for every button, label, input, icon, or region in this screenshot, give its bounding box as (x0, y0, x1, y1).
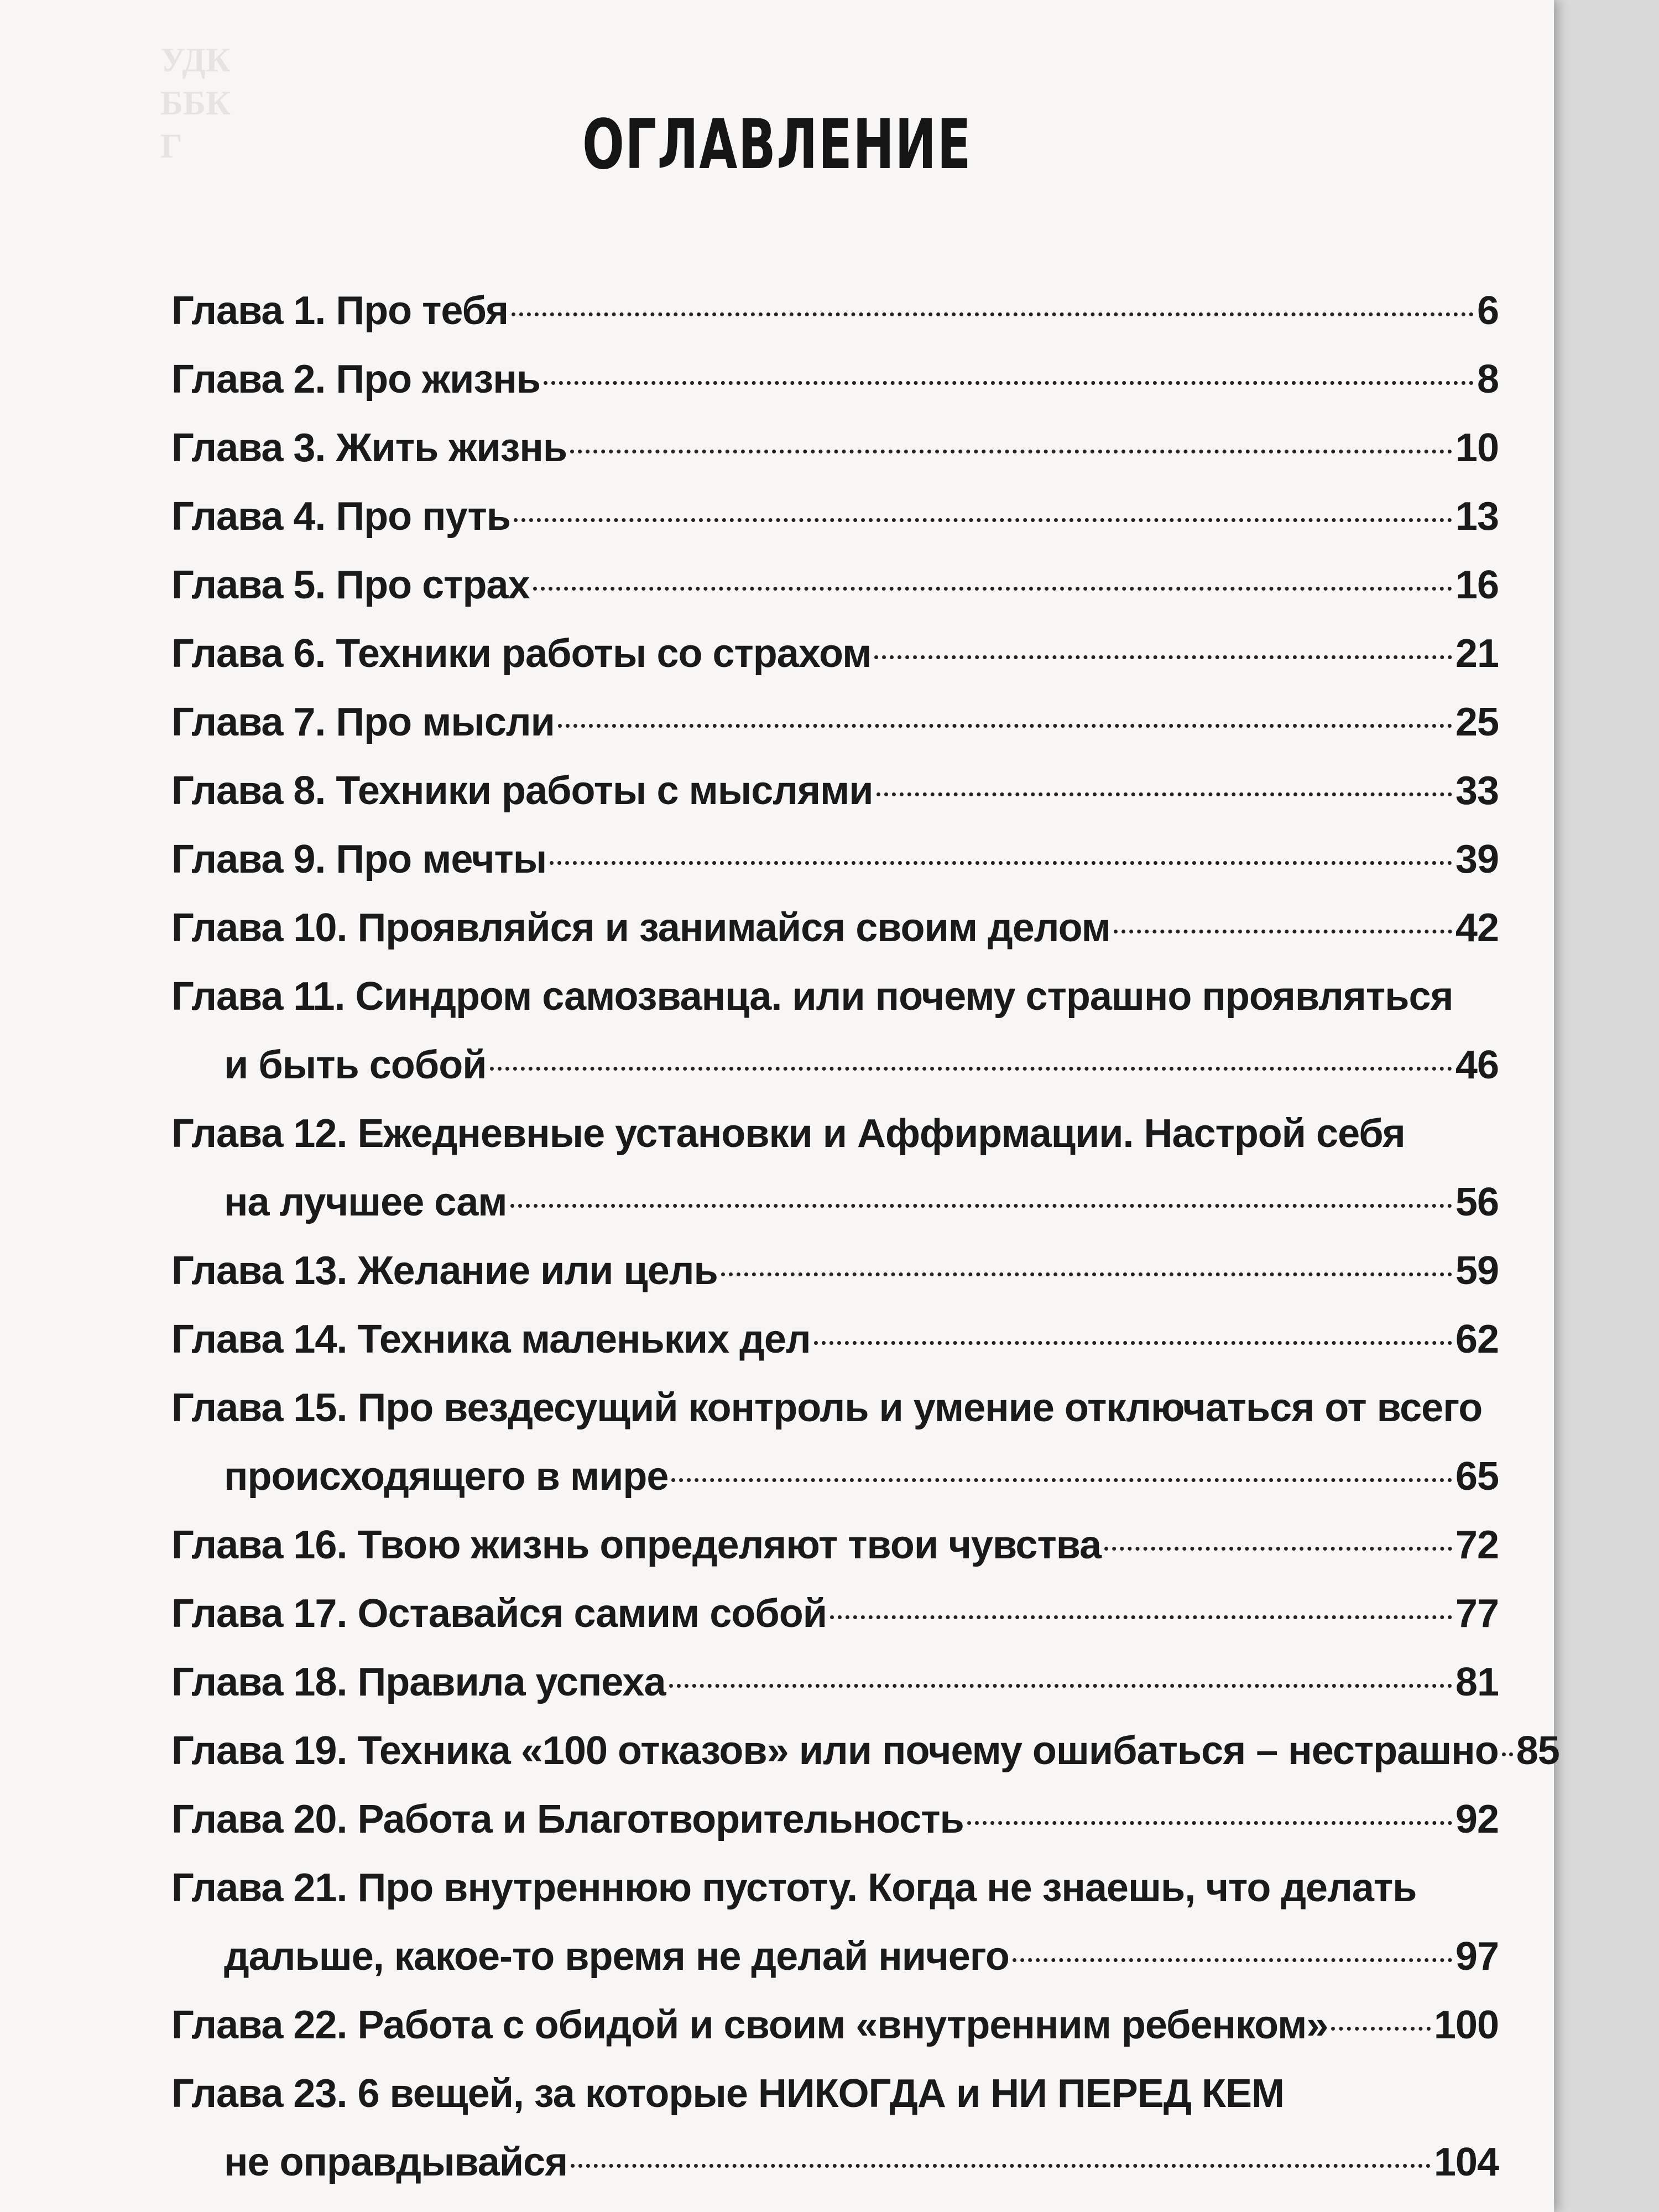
dot-leader (1114, 930, 1452, 933)
toc-page-number: 42 (1455, 906, 1499, 950)
toc-entry (171, 688, 1499, 757)
toc-entry-label: Глава 17. Оставайся самим собой (171, 1592, 827, 1636)
toc-entry (171, 551, 1499, 619)
dot-leader (721, 1272, 1452, 1276)
toc-entry-row (171, 482, 1499, 551)
toc-entry-row (171, 2128, 1499, 2197)
toc-entry-row (171, 414, 1499, 482)
dot-leader (671, 1478, 1452, 1482)
toc-page-number: 39 (1455, 837, 1499, 881)
toc-page-number: 104 (1433, 2140, 1499, 2184)
dot-leader (1502, 1752, 1513, 1756)
toc-entry (171, 962, 1499, 1099)
toc-entry (171, 1237, 1499, 1305)
bleed-through-stamp: УДК ББК Г (160, 41, 231, 165)
toc-entry (171, 1511, 1499, 1579)
toc-entry-label: Глава 19. Техника «100 отказов» или почему ошибаться – нестрашно (171, 1729, 1499, 1773)
toc-entry (171, 1305, 1499, 1374)
dot-leader (558, 724, 1452, 728)
toc-entry-row (171, 276, 1499, 345)
toc-entry-row (171, 1031, 1499, 1099)
toc-entry-label: Глава 6. Техники работы со страхом (171, 632, 872, 676)
dot-leader (814, 1341, 1452, 1345)
toc-entry (171, 894, 1499, 962)
toc-page-number: 72 (1455, 1523, 1499, 1567)
toc-entry-label: Глава 21. Про внутреннюю пустоту. Когда не знаешь, что делать (171, 1866, 1417, 1910)
dot-leader (512, 312, 1474, 316)
toc-page-number: 56 (1455, 1180, 1499, 1224)
toc-entry (171, 619, 1499, 688)
toc-page-number: 100 (1433, 2003, 1499, 2047)
toc-entry-label: Глава 16. Твою жизнь определяют твои чувства (171, 1523, 1102, 1567)
toc-page-number: 77 (1455, 1592, 1499, 1636)
toc-entry-label: Глава 12. Ежедневные установки и Аффирмации. Настрой себя (171, 1112, 1405, 1156)
toc-entry-label: Глава 20. Работа и Благотворительность (171, 1797, 964, 1841)
toc-entry-row (171, 1442, 1499, 1511)
toc-entry-row (171, 345, 1499, 414)
dot-leader (514, 518, 1452, 522)
toc-page-number: 97 (1455, 1934, 1499, 1979)
toc-entry (171, 1854, 1499, 1991)
dot-leader (544, 381, 1474, 385)
toc-entry-row (171, 894, 1499, 962)
toc-page-number: 65 (1455, 1454, 1499, 1499)
toc-page-number: 6 (1477, 289, 1499, 333)
toc-page-number: 13 (1455, 494, 1499, 539)
table-of-contents (171, 276, 1559, 2197)
toc-entry-label: Глава 4. Про путь (171, 494, 511, 539)
dot-leader (669, 1684, 1452, 1688)
toc-entry-label: Глава 13. Желание или цель (171, 1249, 718, 1293)
dot-leader (967, 1821, 1452, 1825)
toc-entry (171, 1648, 1499, 1717)
toc-page-number: 92 (1455, 1797, 1499, 1841)
toc-entry-label: Глава 7. Про мысли (171, 700, 555, 744)
toc-entry (171, 482, 1499, 551)
toc-entry-row (171, 1785, 1499, 1854)
toc-entry-row (171, 1511, 1499, 1579)
toc-page-number: 59 (1455, 1249, 1499, 1293)
toc-entry-label: Глава 11. Синдром самозванца. или почему страшно проявляться (171, 974, 1453, 1019)
toc-entry-row (171, 1991, 1499, 2059)
dot-leader (550, 861, 1452, 865)
toc-entry (171, 1785, 1499, 1854)
toc-entry-label: Глава 18. Правила успеха (171, 1660, 666, 1704)
toc-entry-row (171, 1579, 1499, 1648)
dot-leader (570, 450, 1452, 453)
toc-entry-row (171, 551, 1499, 619)
dot-leader (510, 1204, 1452, 1208)
toc-entry-label: Глава 9. Про мечты (171, 837, 547, 881)
toc-entry (171, 825, 1499, 894)
toc-entry-row (171, 1237, 1499, 1305)
toc-entry (171, 1374, 1499, 1511)
dot-leader (877, 792, 1452, 796)
toc-entry-label: Глава 5. Про страх (171, 563, 530, 607)
toc-entry-label-continuation: на лучшее сам (224, 1180, 507, 1224)
toc-entry (171, 757, 1499, 825)
toc-page-number: 16 (1455, 563, 1499, 607)
dot-leader (874, 655, 1452, 659)
toc-entry (171, 345, 1499, 414)
toc-page-number: 21 (1455, 632, 1499, 676)
toc-entry-row (171, 1305, 1499, 1374)
toc-entry (171, 2059, 1499, 2197)
toc-entry-label: Глава 3. Жить жизнь (171, 426, 567, 470)
toc-entry-row (171, 688, 1499, 757)
toc-page-number: 62 (1455, 1317, 1499, 1361)
dot-leader (1331, 2027, 1430, 2031)
toc-entry-row (171, 1717, 1559, 1785)
toc-page-number: 10 (1455, 426, 1499, 470)
dot-leader (571, 2164, 1431, 2168)
toc-entry (171, 276, 1499, 345)
toc-page-number: 8 (1477, 357, 1499, 401)
toc-entry-row (171, 757, 1499, 825)
toc-page-number: 85 (1516, 1729, 1559, 1773)
dot-leader (490, 1067, 1452, 1071)
toc-page-number: 25 (1455, 700, 1499, 744)
toc-entry-label: Глава 14. Техника маленьких дел (171, 1317, 811, 1361)
toc-entry-row (171, 1648, 1499, 1717)
toc-entry-label-continuation: происходящего в мире (224, 1454, 669, 1499)
toc-entry-label: Глава 15. Про вездесущий контроль и умение отключаться от всего (171, 1386, 1483, 1430)
toc-entry (171, 1099, 1499, 1237)
toc-page-number: 33 (1455, 769, 1499, 813)
page-title: ОГЛАВЛЕНИЕ (582, 105, 972, 185)
toc-entry-label-continuation: и быть собой (224, 1043, 487, 1087)
toc-entry-row (171, 825, 1499, 894)
toc-entry (171, 1991, 1499, 2059)
toc-entry-label: Глава 22. Работа с обидой и своим «внутренним ребенком» (171, 2003, 1328, 2047)
toc-entry (171, 1717, 1559, 1785)
toc-entry-label: Глава 2. Про жизнь (171, 357, 540, 401)
dot-leader (533, 587, 1452, 591)
toc-page-number: 46 (1455, 1043, 1499, 1087)
toc-entry-label-continuation: не оправдывайся (224, 2140, 568, 2184)
toc-page-number: 81 (1455, 1660, 1499, 1704)
dot-leader (1104, 1547, 1452, 1551)
toc-entry (171, 414, 1499, 482)
toc-entry-row (171, 619, 1499, 688)
dot-leader (830, 1615, 1452, 1619)
toc-entry-row (171, 1922, 1499, 1991)
toc-entry-label-continuation: дальше, какое-то время не делай ничего (224, 1934, 1009, 1979)
dot-leader (1013, 1958, 1452, 1962)
toc-entry (171, 1579, 1499, 1648)
toc-entry-row (171, 1168, 1499, 1237)
toc-entry-label: Глава 10. Проявляйся и занимайся своим делом (171, 906, 1110, 950)
toc-entry-label: Глава 23. 6 вещей, за которые НИКОГДА и НИ ПЕРЕД КЕМ (171, 2072, 1284, 2116)
toc-entry-label: Глава 1. Про тебя (171, 289, 509, 333)
toc-entry-label: Глава 8. Техники работы с мыслями (171, 769, 873, 813)
